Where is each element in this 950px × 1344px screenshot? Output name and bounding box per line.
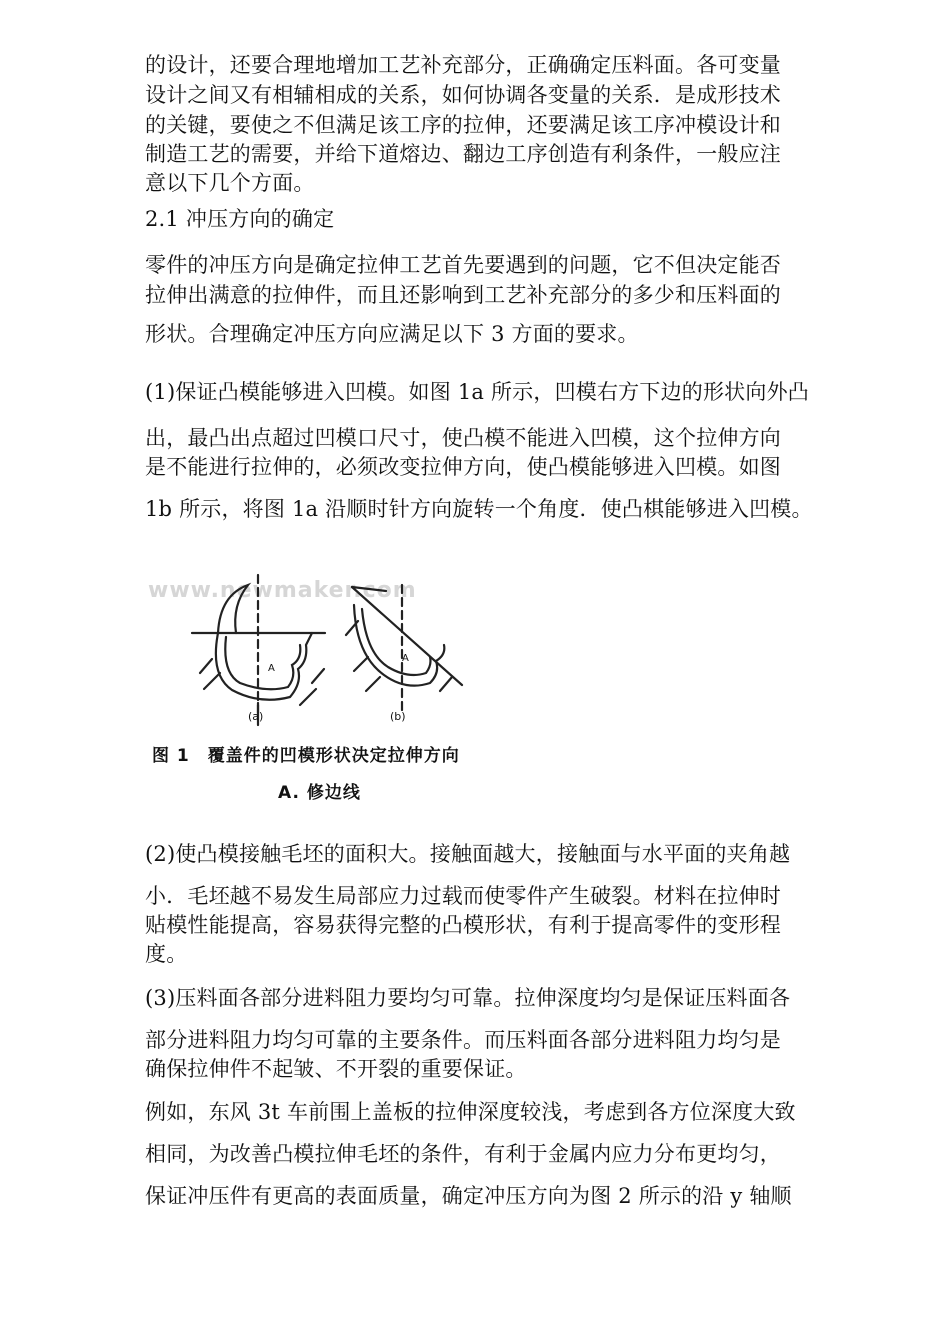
p5-line-2: 部分进料阻力均匀可靠的主要条件。而压料面各部分进料阻力均匀是: [145, 1028, 781, 1052]
p6-line-3: 保证冲压件有更高的表面质量，确定冲压方向为图 2 所示的沿 y 轴顺: [145, 1184, 792, 1208]
p4-line-1: (2)使凸模接触毛坯的面积大。接触面越大，接触面与水平面的夹角越: [145, 842, 791, 866]
p3-line-3: 是不能进行拉伸的，必须改变拉伸方向，使凸模能够进入凹模。如图: [145, 455, 781, 479]
p5-line-3: 确保拉伸件不起皱、不开裂的重要保证。: [145, 1057, 527, 1081]
p3-line-4: 1b 所示，将图 1a 沿顺时针方向旋转一个角度．使凸棋能够进入凹模。: [145, 497, 813, 521]
p4-line-2: 小．毛坯越不易发生局部应力过载而使零件产生破裂。材料在拉伸时: [145, 884, 781, 908]
hatch-a4: [312, 669, 324, 683]
p4-line-4: 度。: [145, 942, 188, 966]
figure-caption: 图 1 覆盖件的凹模形状决定拉伸方向: [152, 746, 460, 766]
p2-line-1: 零件的冲压方向是确定拉伸工艺首先要遇到的问题，它不但决定能否: [145, 253, 781, 277]
die-shape-diagram: [140, 565, 520, 740]
p3-line-1: (1)保证凸模能够进入凹模。如图 1a 所示，凹模右方下边的形状向外凸: [145, 380, 809, 404]
hatch-b2: [354, 657, 368, 671]
die-cavity-b: [354, 605, 444, 686]
hatch-b4: [440, 677, 452, 691]
p2-line-3: 形状。合理确定冲压方向应满足以下 3 方面的要求。: [145, 322, 639, 346]
hatch-b3: [366, 677, 380, 691]
p3-line-2: 出，最凸出点超过凹模口尺寸，使凸模不能进入凹模，这个拉伸方向: [145, 426, 781, 450]
subfigure-label-b: (b): [390, 710, 406, 723]
hatch-a1: [200, 659, 212, 673]
p2-line-2: 拉伸出满意的拉伸件，而且还影响到工艺补充部分的多少和压料面的: [145, 283, 781, 307]
die-inner-a: [225, 637, 300, 689]
p1-line-2: 设计之间又有相辅相成的关系，如何协调各变量的关系．是成形技术: [145, 83, 781, 107]
hatch-a3: [300, 689, 316, 705]
point-label-a: A: [268, 663, 275, 674]
p6-line-2: 相同，为改善凸模拉伸毛坯的条件，有利于金属内应力分布更均匀，: [145, 1142, 781, 1166]
p4-line-3: 贴模性能提高，容易获得完整的凸模形状，有利于提高零件的变形程: [145, 913, 781, 937]
subfigure-label-a: (a): [248, 710, 264, 723]
parting-line-b: [352, 587, 462, 685]
punch-left-curve-a: [218, 585, 248, 633]
figure-1-drawing: [140, 565, 520, 810]
point-label-b: A: [402, 653, 409, 664]
p1-line-4: 制造工艺的需要，并给下道熔边、翻边工序创造有利条件，一般应注: [145, 142, 781, 166]
p1-line-1: 的设计，还要合理地增加工艺补充部分，正确确定压料面。各可变量: [145, 53, 781, 77]
p1-line-5: 意以下几个方面。: [145, 171, 315, 195]
p5-line-1: (3)压料面各部分进料阻力要均匀可靠。拉伸深度均匀是保证压料面各: [145, 986, 791, 1010]
p1-line-3: 的关键，要使之不但满足该工序的拉伸，还要满足该工序冲模设计和: [145, 113, 781, 137]
hatch-a2: [204, 673, 220, 689]
p6-line-1: 例如，东风 3t 车前围上盖板的拉伸深度较浅，考虑到各方位深度大致: [145, 1100, 796, 1124]
section-heading: 2.1 冲压方向的确定: [145, 207, 335, 231]
figure-legend: A. 修边线: [278, 783, 361, 803]
watermark-text: www.newmaker.com: [148, 578, 417, 603]
